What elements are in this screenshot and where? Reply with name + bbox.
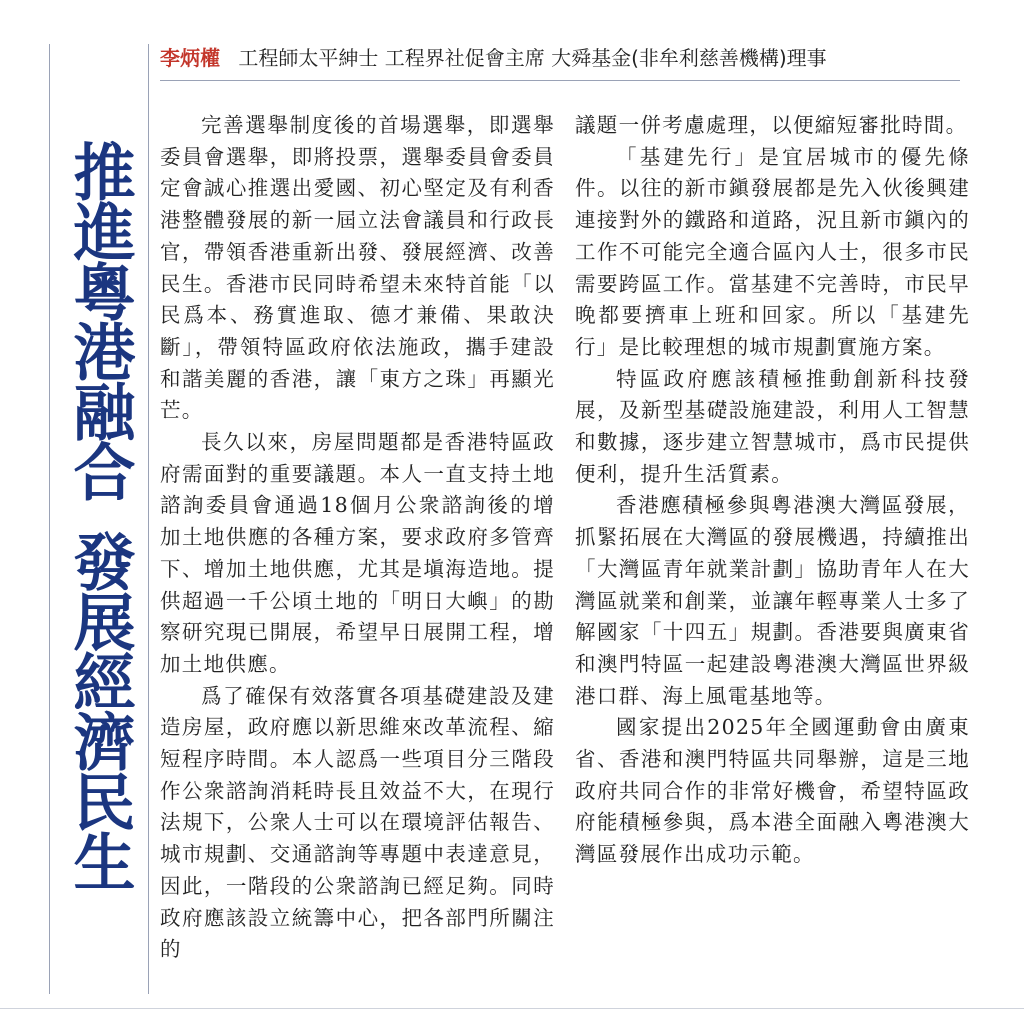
article-column-1 [160, 110, 555, 1000]
byline [160, 42, 960, 74]
paragraph-continuation: 議題一併考慮處理，以便縮短審批時間。 [575, 113, 968, 137]
author-titles: 工程師太平紳士 工程界社促會主席 大舜基金(非牟利慈善機構)理事 [238, 46, 827, 70]
headline [54, 140, 144, 900]
byline-underline [160, 80, 960, 81]
paragraph: 爲了確保有效落實各項基礎建設及建造房屋，政府應以新思維來改革流程、縮短程序時間。本人認爲一些項目分三階段作公衆諮詢消耗時長且效益不大，在現行法規下，公衆人士可以在環境評估報告、城市規劃、交通諮詢等專題中表達意見，因此，一階段的公衆諮詢已經足夠。同時政府應該設立統籌中心，把各部門所關注的 [160, 683, 555, 962]
headline-part-1: 推進粵港融合 [63, 140, 136, 500]
author-name: 李炳權 [160, 46, 220, 70]
column-divider-rule [148, 44, 149, 994]
paragraph: 特區政府應該積極推動創新科技發展，及新型基礎設施建設，利用人工智慧和數據，逐步建立智慧城市，爲市民提供便利，提升生活質素。 [575, 366, 970, 486]
bottom-rule [0, 1008, 1024, 1009]
article-column-2 [575, 110, 970, 1000]
paragraph: 「基建先行」是宜居城市的優先條件。以往的新市鎭發展都是先入伙後興建連接對外的鐵路和道路，況且新市鎭內的工作不可能完全適合區內人士，很多市民需要跨區工作。當基建不完善時，市民早晚都要擠車上班和回家。所以「基建先行」是比較理想的城市規劃實施方案。 [575, 144, 970, 359]
paragraph: 長久以來，房屋問題都是香港特區政府需面對的重要議題。本人一直支持土地諮詢委員會通過18個月公衆諮詢後的增加土地供應的各種方案，要求政府多管齊下、增加土地供應，尤其是塡海造地。提供超過一千公頃土地的「明日大嶼」的勘察研究現已開展，希望早日展開工程，增加土地供應。 [160, 430, 555, 676]
headline-part-2: 發展經濟民生 [63, 530, 136, 890]
paragraph: 完善選舉制度後的首場選舉，即選舉委員會選舉，即將投票，選舉委員會委員定會誠心推選出愛國、初心堅定及有利香港整體發展的新一屆立法會議員和行政長官，帶領香港重新出發、發展經濟、改善民生。香港市民同時希望未來特首能「以民爲本、務實進取、德才兼備、果敢決斷」，帶領特區政府依法施政，攜手建設和諧美麗的香港，讓「東方之珠」再顯光芒。 [160, 113, 555, 423]
paragraph: 國家提出2025年全國運動會由廣東省、香港和澳門特區共同舉辦，這是三地政府共同合作的非常好機會，希望特區政府能積極參與，爲本港全面融入粵港澳大灣區發展作出成功示範。 [575, 715, 970, 867]
paragraph: 香港應積極參與粵港澳大灣區發展，抓緊拓展在大灣區的發展機遇，持續推出「大灣區青年就業計劃」協助青年人在大灣區就業和創業，並讓年輕專業人士多了解國家「十四五」規劃。香港要與廣東省和澳門特區一起建設粵港澳大灣區世界級港口群、海上風電基地等。 [575, 493, 970, 708]
left-border-rule [49, 44, 50, 994]
